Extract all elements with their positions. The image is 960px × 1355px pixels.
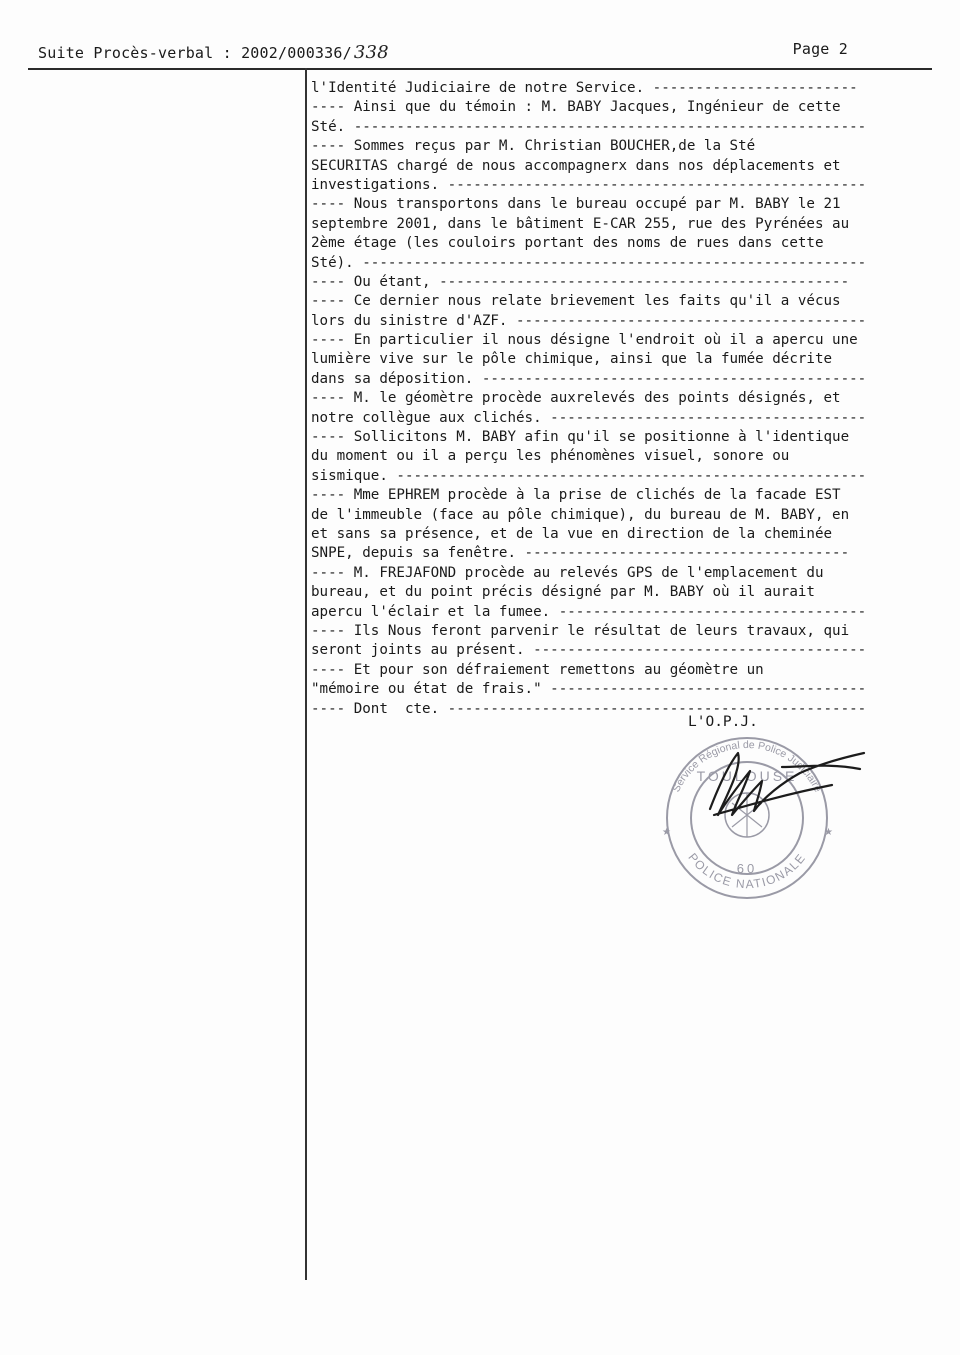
report-line: SNPE, depuis sa fenêtre. -------------------------------------- [311, 545, 850, 562]
report-line: lumière vive sur le pôle chimique, ainsi que la fumée décrite [311, 351, 833, 368]
report-line: ---- Et pour son défraiement remettons au géomètre un [311, 661, 764, 678]
report-line: ---- Ainsi que du témoin : M. BABY Jacques, Ingénieur de cette [311, 99, 841, 116]
report-line: ---- Nous transportons dans le bureau occupé par M. BABY le 21 [311, 196, 841, 213]
report-line: Sté). ----------------------------------------------------------- [311, 254, 867, 271]
report-body [311, 79, 931, 719]
report-line: ---- M. FREJAFOND procède au relevés GPS de l'emplacement du [311, 564, 824, 581]
report-line: ---- Ce dernier nous relate brievement les faits qu'il a vécus [311, 293, 841, 310]
report-line: Sté. ------------------------------------------------------------ [311, 118, 867, 135]
margin-divider [305, 68, 307, 1280]
page-number: Page 2 [792, 40, 848, 58]
report-line: sismique. ------------------------------------------------------- [311, 467, 867, 484]
officer-label: L'O.P.J. [688, 714, 758, 730]
star-icon: ★ [662, 827, 671, 838]
report-line: apercu l'éclair et la fumee. ------------------------------------ [311, 603, 867, 620]
stamp-top-text: Service Régional de Police Judiciaire [670, 738, 824, 795]
report-line: ---- Mme EPHREM procède à la prise de clichés de la facade EST [311, 487, 841, 504]
report-line: du moment ou il a perçu les phénomènes visuel, sonore ou [311, 448, 790, 465]
report-line: ---- Sollicitons M. BABY afin qu'il se positionne à l'identique [311, 429, 850, 446]
report-line: et sans sa présence, et de la vue en direction de la cheminée [311, 525, 833, 542]
police-stamp-and-signature [632, 723, 872, 903]
report-line: ---- Ou étant, ------------------------------------------------ [311, 273, 850, 290]
report-line: 2ème étage (les couloirs portant des noms de rues dans cette [311, 235, 824, 252]
report-line: investigations. ------------------------------------------------- [311, 176, 867, 193]
header-title [38, 42, 389, 63]
report-line: ---- Dont cte. ------------------------------------------------- [311, 700, 867, 717]
report-line: SECURITAS chargé de nous accompagnerx dans nos déplacements et [311, 157, 841, 174]
report-line: septembre 2001, dans le bâtiment E-CAR 255, rue des Pyrénées au [311, 215, 850, 232]
header-title-text: Suite Procès-verbal : 2002/000336/ [38, 44, 352, 62]
header-divider [28, 68, 932, 70]
star-icon: ★ [824, 827, 833, 838]
report-line: lors du sinistre d'AZF. ----------------------------------------- [311, 312, 867, 329]
report-line: seront joints au présent. --------------------------------------- [311, 642, 867, 659]
report-line: bureau, et du point précis désigné par M. BABY où il aurait [311, 584, 815, 601]
page-header [38, 40, 930, 66]
report-line: ---- M. le géomètre procède auxrelevés des points désignés, et [311, 390, 841, 407]
report-line: ---- Sommes reçus par M. Christian BOUCHER,de la Sté [311, 138, 756, 155]
report-line: ---- En particulier il nous désigne l'endroit où il a apercu une [311, 332, 858, 349]
report-line: ---- Ils Nous feront parvenir le résultat de leurs travaux, qui [311, 622, 850, 639]
stamp-bottom-text: POLICE NATIONALE [685, 850, 809, 892]
report-line: "mémoire ou état de frais." ------------------------------------- [311, 681, 867, 698]
stamp-city-text: TOULOUSE [696, 768, 798, 784]
report-line: de l'immeuble (face au pôle chimique), du bureau de M. BABY, en [311, 506, 850, 523]
stamp-number: 60 [736, 861, 758, 876]
handwritten-reference-suffix: 338 [353, 42, 389, 63]
report-line: dans sa déposition. --------------------------------------------- [311, 370, 867, 387]
report-line: l'Identité Judiciaire de notre Service. ------------------------ [311, 80, 858, 96]
report-line: notre collègue aux clichés. ------------------------------------- [311, 409, 867, 426]
